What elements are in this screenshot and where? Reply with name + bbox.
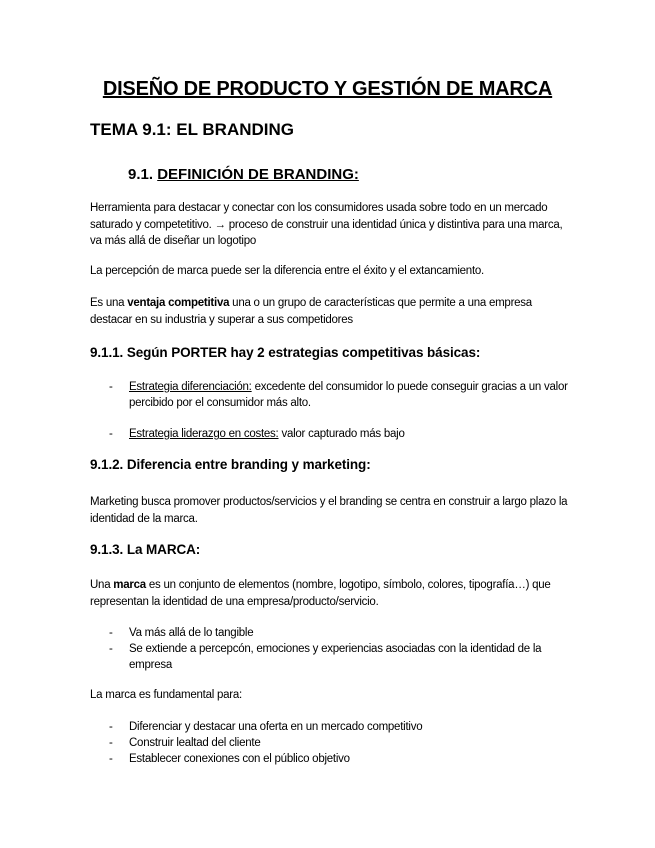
marca-heading: 9.1.3. La MARCA: — [90, 542, 201, 557]
difference-paragraph: Marketing busca promover productos/servicios y el branding se centra en construir a largo plazo la identidad de la marca. — [90, 496, 568, 525]
fundamental-paragraph: La marca es fundamental para: — [90, 689, 242, 701]
list-item-text: Se extiende a percepcón, emociones y experiencias asociadas con la identidad de la empresa — [129, 643, 542, 671]
marca-list — [90, 625, 570, 673]
strategy-term: Estrategia liderazgo en costes: — [129, 428, 279, 440]
marca-intro — [90, 577, 570, 610]
definition-text-1: Herramienta para destacar y conectar con los consumidores usada sobre todo en un mercado saturado y competetitivo. — [90, 202, 548, 231]
dash-bullet: - — [109, 428, 113, 440]
list-item — [90, 426, 570, 442]
strategy-desc: excedente del consumidor lo puede conseguir gracias a un valor percibido por el consumidor más alto. — [129, 381, 568, 409]
list-item-text: Construir lealtad del cliente — [129, 737, 261, 749]
document-title: DISEÑO DE PRODUCTO Y GESTIÓN DE MARCA — [102, 78, 553, 100]
dash-bullet: - — [109, 753, 113, 765]
section-number: 9.1. — [128, 166, 154, 183]
marca-intro-post: es un conjunto de elementos (nombre, logotipo, símbolo, colores, tipografía…) que representan la identidad de una empresa/producto/servicio. — [90, 579, 551, 608]
list-item-text: Establecer conexiones con el público objetivo — [129, 753, 350, 765]
marca-intro-pre: Una — [90, 579, 114, 591]
tema-title: TEMA 9.1: EL BRANDING — [90, 120, 295, 139]
fundamental-list — [90, 719, 570, 767]
list-item-text: Diferenciar y destacar una oferta en un mercado competitivo — [129, 721, 423, 733]
section-heading: DEFINICIÓN DE BRANDING: — [157, 166, 359, 183]
advantage-post: una o un grupo de características que permite a una empresa destacar en su industria y superar a sus competidores — [90, 297, 532, 326]
list-item — [90, 735, 570, 751]
right-arrow-icon: → — [214, 218, 226, 231]
dash-bullet: - — [109, 737, 113, 749]
dash-bullet: - — [109, 721, 113, 733]
marca-intro-bold: marca — [113, 579, 146, 591]
list-item — [90, 641, 570, 673]
strategy-desc: valor capturado más bajo — [278, 428, 405, 440]
definition-paragraph — [90, 200, 570, 250]
porter-heading: 9.1.1. Según PORTER hay 2 estrategias competitivas básicas: — [90, 345, 481, 360]
advantage-pre: Es una — [90, 297, 128, 309]
advantage-paragraph — [90, 295, 570, 328]
dash-bullet: - — [109, 381, 113, 393]
list-item-text: Va más allá de lo tangible — [129, 627, 254, 639]
strategy-term: Estrategia diferenciación: — [129, 381, 252, 393]
list-item — [90, 751, 570, 767]
perception-paragraph: La percepción de marca puede ser la diferencia entre el éxito y el extancamiento. — [90, 265, 484, 277]
section-title — [128, 166, 359, 183]
advantage-bold: ventaja competitiva — [127, 297, 230, 309]
list-item — [90, 719, 570, 735]
dash-bullet: - — [109, 643, 113, 655]
dash-bullet: - — [109, 627, 113, 639]
list-item — [90, 625, 570, 641]
list-item — [90, 379, 570, 411]
difference-heading: 9.1.2. Diferencia entre branding y marketing: — [90, 457, 371, 472]
definition-text-2: proceso de construir una identidad única y distintiva para una marca, va más allá de diseñar un logotipo — [90, 218, 563, 247]
porter-list — [90, 379, 570, 442]
